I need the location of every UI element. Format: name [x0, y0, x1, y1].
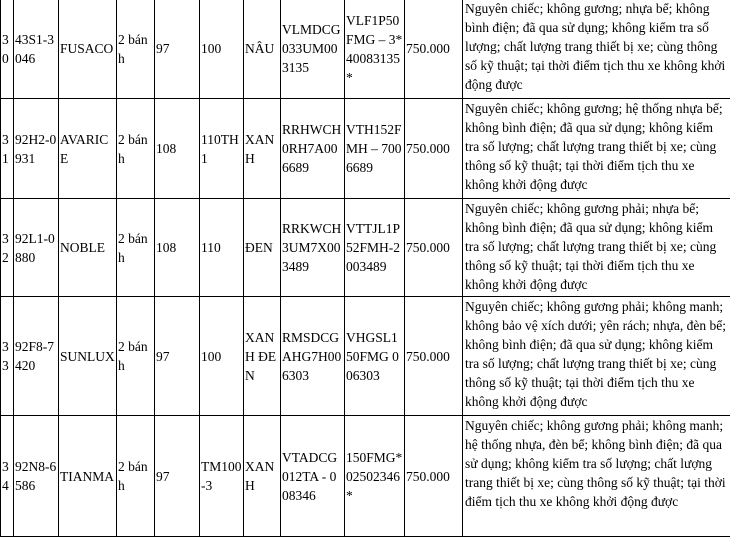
brand: FUSACO: [59, 0, 117, 99]
vehicle-type: 2 bánh: [117, 0, 155, 99]
plate-number: 92N8-6586: [14, 416, 59, 537]
row-number: 32: [1, 199, 14, 297]
vehicle-type: 2 bánh: [117, 297, 155, 416]
spec-1: 108: [155, 199, 200, 297]
engine-number: VTTJL1P52FMH-2 003489: [345, 199, 405, 297]
plate-number: 92F8-7420: [14, 297, 59, 416]
price: 750.000: [405, 199, 463, 297]
color: XANH: [244, 99, 281, 199]
row-number: 33: [1, 297, 14, 416]
description: Nguyên chiếc; không gương; hệ thống nhựa bể; không bình điện; đã qua sử dụng; không kiểm tra số lượng; chất lượng trang thiết bị xe; cùng thông số kỹ thuật; tại thời điểm tịch thu xe không khởi động được: [463, 99, 730, 199]
engine-number: VTH152FMH – 7006689: [345, 99, 405, 199]
description: Nguyên chiếc; không gương phải; không manh; hệ thống nhựa, đèn bể; không bình điện; đã qua sử dụng; không kiểm tra số lượng; chất lượng trang thiết bị xe; cùng thông số kỹ thuật; tại thời điểm tịch thu xe không khởi động được: [463, 416, 730, 537]
engine-number: 150FMG*02502346*: [345, 416, 405, 537]
description: Nguyên chiếc; không gương phải; nhựa bể; không bình điện; đã qua sử dụng; không kiểm tra số lượng; chất lượng trang thiết bị xe; cùng thông số kỹ thuật; tại thời điểm tịch thu xe không khởi động được: [463, 199, 730, 297]
plate-number: 92H2-0931: [14, 99, 59, 199]
vehicle-type: 2 bánh: [117, 416, 155, 537]
table-row: [1, 0, 730, 99]
table-row: [1, 416, 730, 537]
color: NÂU: [244, 0, 281, 99]
spec-1: 97: [155, 297, 200, 416]
spec-2: TM100-3: [200, 416, 244, 537]
spec-2: 110TH1: [200, 99, 244, 199]
row-number: 34: [1, 416, 14, 537]
description: Nguyên chiếc; không gương; nhựa bể; không bình điện; đã qua sử dụng; không kiểm tra số lượng; chất lượng trang thiết bị xe; cùng thông số kỹ thuật; tại thời điểm tịch thu xe không khởi động được: [463, 0, 730, 99]
table-row: [1, 199, 730, 297]
price: 750.000: [405, 0, 463, 99]
table-row: [1, 99, 730, 199]
spec-1: 97: [155, 0, 200, 99]
spec-1: 97: [155, 416, 200, 537]
price: 750.000: [405, 99, 463, 199]
brand: TIANMA: [59, 416, 117, 537]
price: 750.000: [405, 416, 463, 537]
row-number: 30: [1, 0, 14, 99]
frame-number: RMSDCGAHG7H006303: [281, 297, 345, 416]
engine-number: VHGSL150FMG 006303: [345, 297, 405, 416]
color: XANH: [244, 416, 281, 537]
engine-number: VLF1P50FMG – 3*40083135*: [345, 0, 405, 99]
plate-number: 92L1-0880: [14, 199, 59, 297]
spec-2: 100: [200, 297, 244, 416]
frame-number: VTADCG012TA - 008346: [281, 416, 345, 537]
row-number: 31: [1, 99, 14, 199]
frame-number: VLMDCG033UM003135: [281, 0, 345, 99]
vehicle-type: 2 bánh: [117, 99, 155, 199]
brand: AVARICE: [59, 99, 117, 199]
color: XANH ĐEN: [244, 297, 281, 416]
brand: SUNLUX: [59, 297, 117, 416]
description: Nguyên chiếc; không gương phải; không manh; không bảo vệ xích dưới; yên rách; nhựa, đèn bể; không bình điện; đã qua sử dụng; không kiểm tra số lượng; chất lượng trang thiết bị xe; cùng thông số kỹ thuật; tại thời điểm tịch thu xe không khởi động được: [463, 297, 730, 416]
spec-2: 100: [200, 0, 244, 99]
frame-number: RRHWCH0RH7A006689: [281, 99, 345, 199]
brand: NOBLE: [59, 199, 117, 297]
frame-number: RRKWCH3UM7X003489: [281, 199, 345, 297]
vehicle-type: 2 bánh: [117, 199, 155, 297]
plate-number: 43S1-3046: [14, 0, 59, 99]
price: 750.000: [405, 297, 463, 416]
color: ĐEN: [244, 199, 281, 297]
table-row: [1, 297, 730, 416]
spec-1: 108: [155, 99, 200, 199]
spec-2: 110: [200, 199, 244, 297]
